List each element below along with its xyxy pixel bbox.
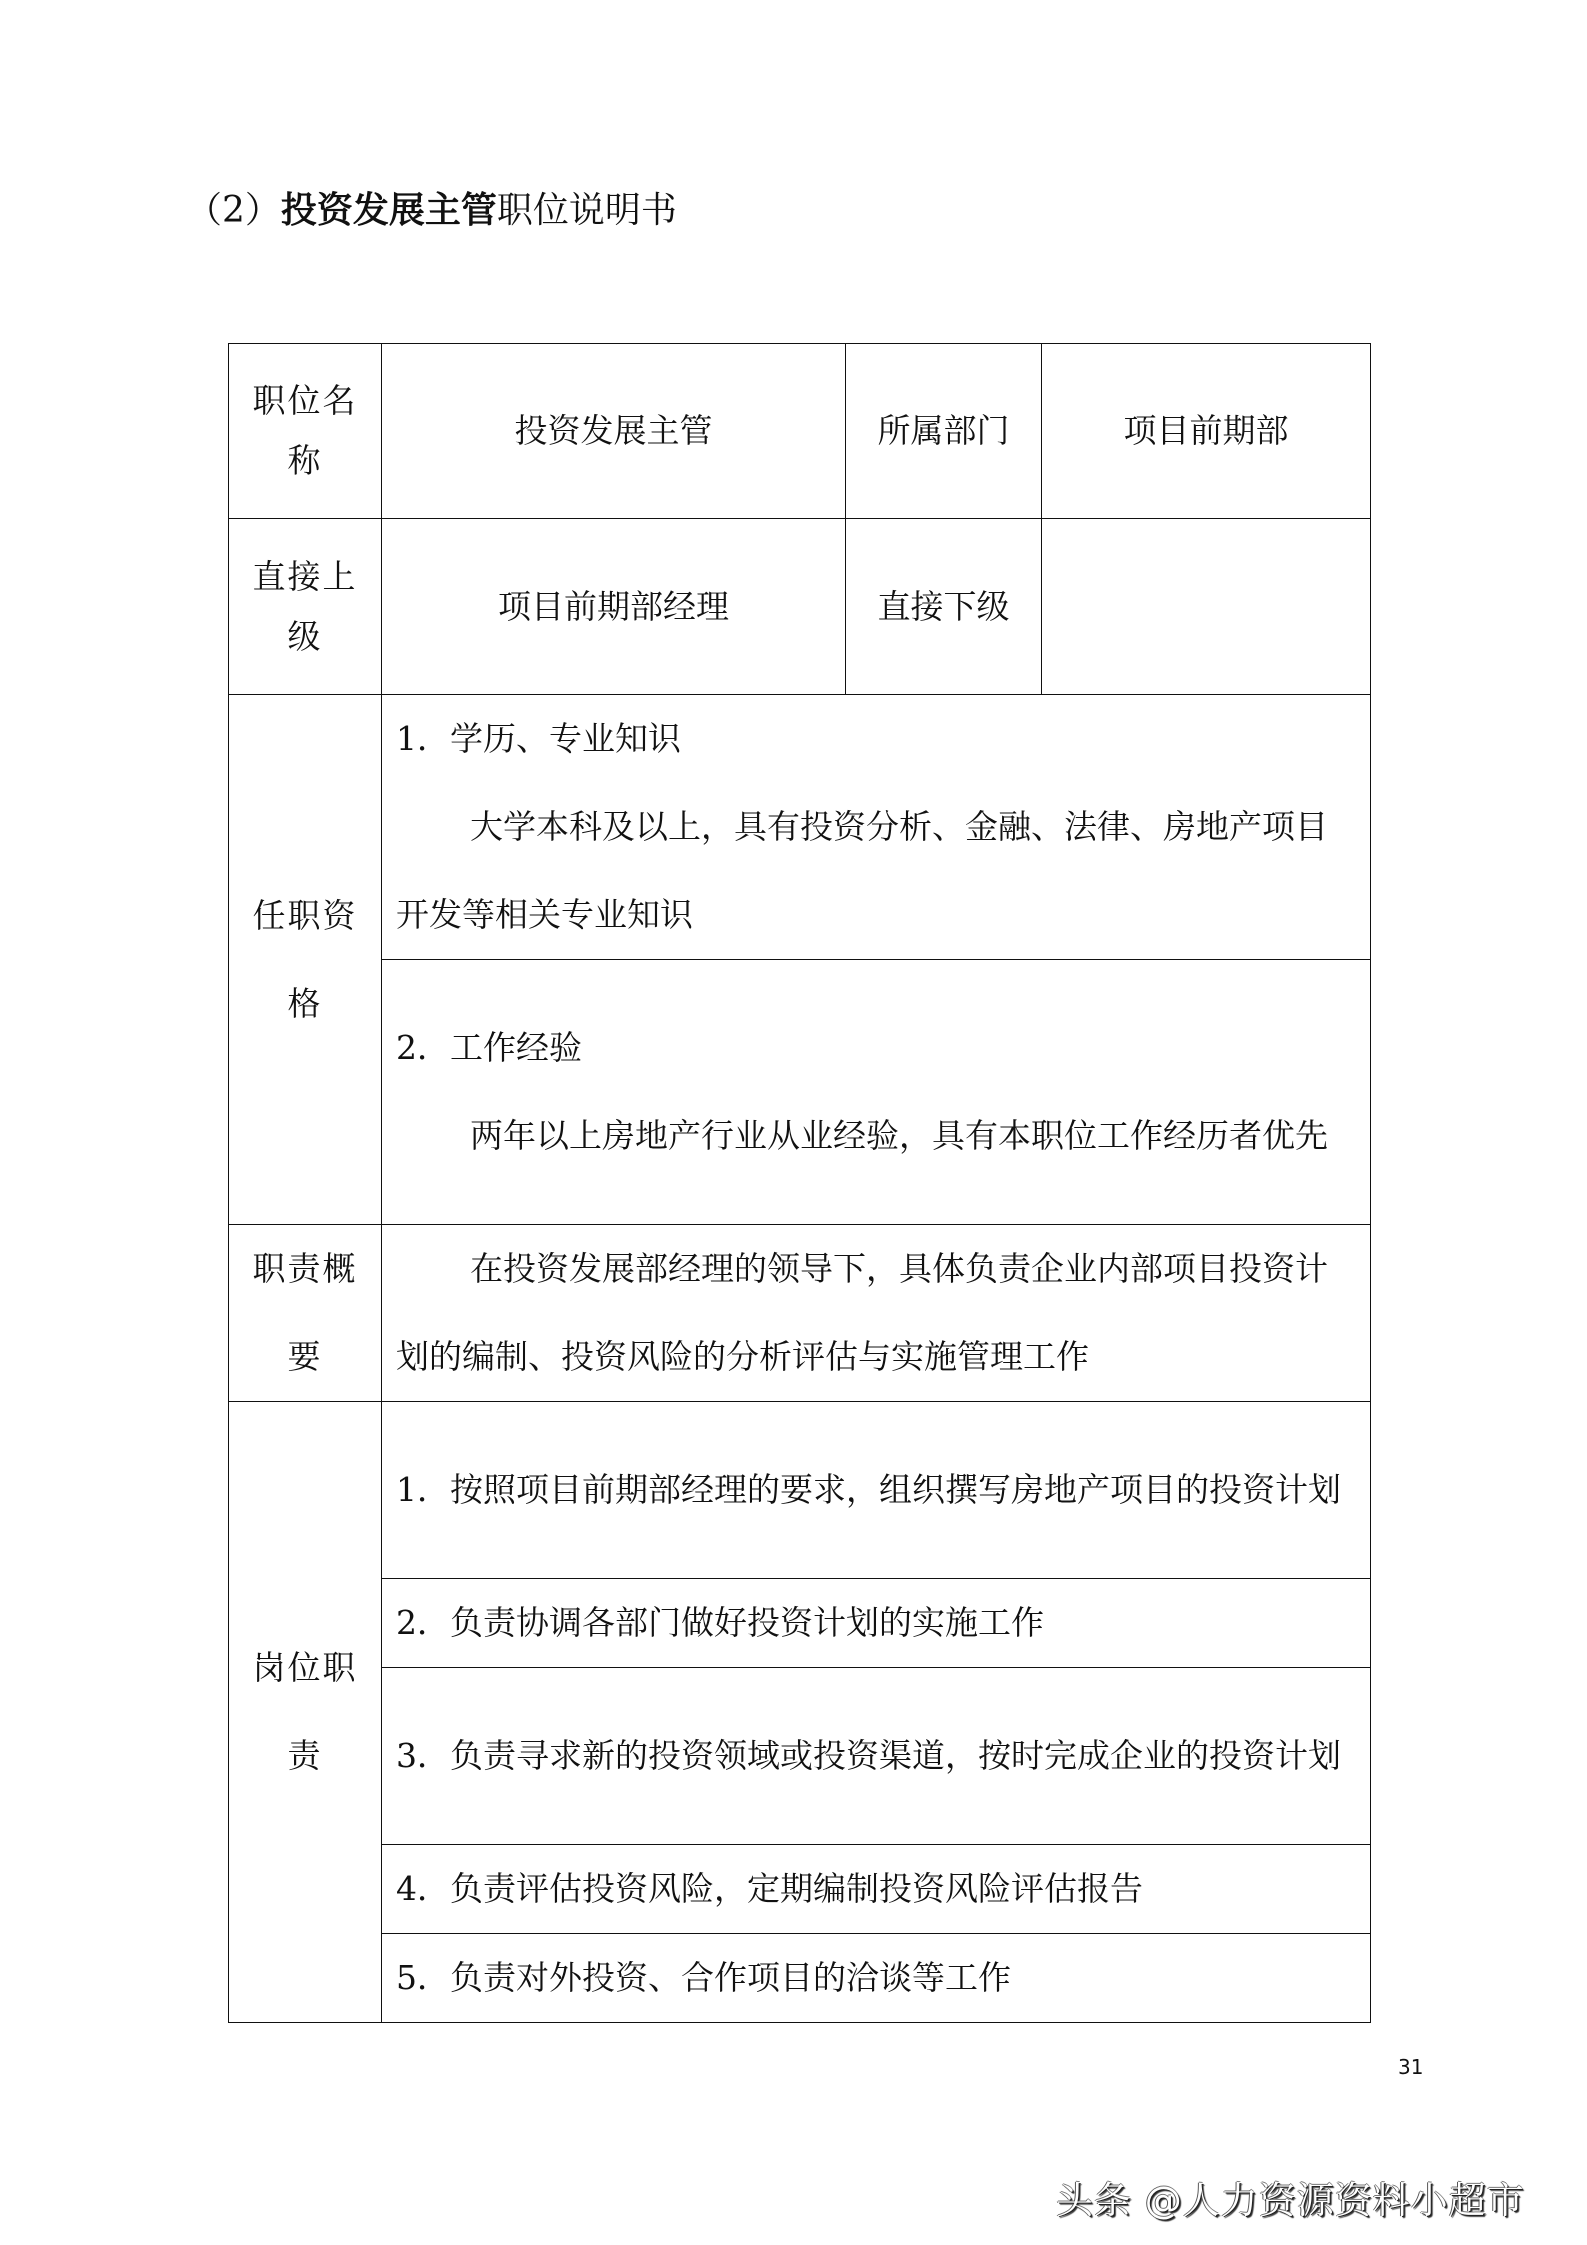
duty-item-5: 5．负责对外投资、合作项目的洽谈等工作 bbox=[382, 1934, 1371, 2023]
watermark-text: 头条 @人力资源资料小超市 bbox=[1056, 2179, 1525, 2222]
label-department: 所属部门 bbox=[846, 344, 1042, 519]
table-row-qualification-1 bbox=[229, 695, 1371, 960]
table-row-duty-1 bbox=[229, 1402, 1371, 1579]
heading-prefix: （2） bbox=[186, 190, 281, 231]
qualification-experience-text: 两年以上房地产行业从业经验，具有本职位工作经历者优先 bbox=[470, 1116, 1328, 1155]
qualification-education-text: 大学本科及以上，具有投资分析、金融、法律、房地产项目开发等相关专业知识 bbox=[396, 807, 1328, 934]
value-position-name: 投资发展主管 bbox=[382, 344, 846, 519]
duty-item-1: 1．按照项目前期部经理的要求，组织撰写房地产项目的投资计划 bbox=[382, 1402, 1371, 1579]
table-row-summary bbox=[229, 1225, 1371, 1402]
value-department: 项目前期部 bbox=[1042, 344, 1371, 519]
table-row-duty-3 bbox=[229, 1668, 1371, 1845]
heading-position-title: 投资发展主管 bbox=[280, 190, 497, 231]
table-row-qualification-2 bbox=[229, 960, 1371, 1225]
table-row-duty-5 bbox=[229, 1934, 1371, 2023]
table-row-supervisor bbox=[229, 519, 1371, 695]
job-description-table bbox=[228, 343, 1371, 2023]
table-row-duty-2 bbox=[229, 1579, 1371, 1668]
value-direct-subordinate bbox=[1042, 519, 1371, 695]
summary-text: 在投资发展部经理的领导下，具体负责企业内部项目投资计划的编制、投资风险的分析评估与实施管理工作 bbox=[382, 1225, 1371, 1402]
label-direct-subordinate: 直接下级 bbox=[846, 519, 1042, 695]
qualification-experience-title: 2．工作经验 bbox=[396, 1028, 582, 1067]
value-direct-supervisor: 项目前期部经理 bbox=[382, 519, 846, 695]
label-summary: 职责概要 bbox=[229, 1225, 382, 1402]
label-qualifications: 任职资格 bbox=[229, 695, 382, 1225]
section-heading bbox=[186, 185, 677, 237]
qualification-education-title: 1．学历、专业知识 bbox=[396, 719, 681, 758]
label-duties: 岗位职责 bbox=[229, 1402, 382, 2023]
duty-item-4: 4．负责评估投资风险，定期编制投资风险评估报告 bbox=[382, 1845, 1371, 1934]
qualification-experience bbox=[382, 960, 1371, 1225]
label-direct-supervisor: 直接上级 bbox=[229, 519, 382, 695]
label-position-name: 职位名称 bbox=[229, 344, 382, 519]
duty-item-3: 3．负责寻求新的投资领域或投资渠道，按时完成企业的投资计划 bbox=[382, 1668, 1371, 1845]
heading-suffix: 职位说明书 bbox=[496, 190, 677, 231]
qualification-education bbox=[382, 695, 1371, 960]
page-number: 31 bbox=[1398, 2055, 1424, 2079]
table-row-duty-4 bbox=[229, 1845, 1371, 1934]
table-row-position bbox=[229, 344, 1371, 519]
duty-item-2: 2．负责协调各部门做好投资计划的实施工作 bbox=[382, 1579, 1371, 1668]
